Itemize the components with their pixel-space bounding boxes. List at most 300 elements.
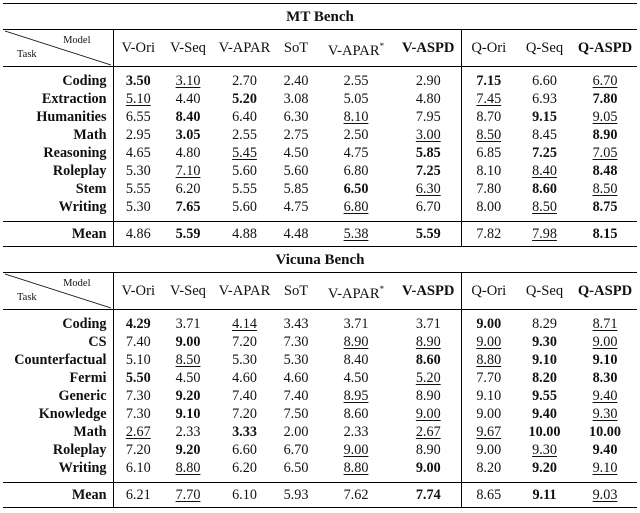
- score-cell: [316, 108, 396, 126]
- score-value: 9.10: [175, 406, 201, 422]
- score-cell: [316, 423, 396, 441]
- score-cell: [213, 72, 276, 90]
- score-cell: [113, 126, 163, 144]
- score-cell: [396, 315, 461, 333]
- score-cell: [396, 369, 461, 387]
- score-cell: [573, 222, 637, 247]
- score-value: 8.10: [343, 109, 369, 125]
- score-cell: [516, 369, 573, 387]
- score-cell: [461, 180, 516, 198]
- score-cell: [276, 315, 316, 333]
- score-value: 10.00: [528, 424, 561, 440]
- score-value: 3.43: [283, 316, 309, 332]
- score-value: 2.40: [283, 73, 309, 89]
- score-value: 8.90: [415, 388, 441, 404]
- score-value: 5.59: [175, 226, 201, 242]
- score-cell: [396, 483, 461, 508]
- score-cell: [396, 405, 461, 423]
- score-cell: [316, 459, 396, 477]
- score-value: 8.90: [343, 334, 369, 350]
- task-name: Humanities: [3, 108, 113, 126]
- score-cell: [573, 423, 637, 441]
- col-header: V-APAR*: [316, 30, 396, 67]
- score-value: 6.20: [232, 460, 257, 476]
- score-value: 7.95: [415, 109, 441, 125]
- score-cell: [276, 441, 316, 459]
- col-header: Q-ASPD: [573, 273, 637, 310]
- score-cell: [396, 144, 461, 162]
- col-header: SoT: [276, 30, 316, 67]
- score-value: 8.70: [476, 109, 502, 125]
- score-value: 4.40: [175, 91, 201, 107]
- score-value: 7.80: [592, 91, 618, 107]
- score-value: 7.40: [283, 388, 309, 404]
- score-value: 5.93: [283, 487, 309, 503]
- score-cell: [461, 126, 516, 144]
- score-cell: [163, 126, 213, 144]
- score-value: 7.74: [415, 487, 441, 503]
- score-cell: [316, 369, 396, 387]
- score-cell: [316, 126, 396, 144]
- score-cell: [573, 108, 637, 126]
- task-label: Task: [17, 292, 37, 303]
- score-value: 5.30: [125, 199, 151, 215]
- score-cell: [516, 387, 573, 405]
- task-name: Roleplay: [3, 441, 113, 459]
- score-value: 5.10: [125, 91, 151, 107]
- score-cell: [516, 144, 573, 162]
- score-value: 9.00: [415, 460, 441, 476]
- score-value: 5.20: [232, 91, 257, 107]
- score-cell: [113, 441, 163, 459]
- score-cell: [316, 90, 396, 108]
- score-cell: [461, 405, 516, 423]
- score-cell: [113, 315, 163, 333]
- score-cell: [213, 315, 276, 333]
- score-value: 2.75: [283, 127, 309, 143]
- task-name: Counterfactual: [3, 351, 113, 369]
- header-row: [3, 30, 637, 67]
- score-value: 2.55: [232, 127, 257, 143]
- score-cell: [113, 180, 163, 198]
- score-value: 8.80: [175, 460, 201, 476]
- table-row: [3, 423, 637, 441]
- score-value: 8.20: [532, 370, 557, 386]
- score-cell: [396, 222, 461, 247]
- score-cell: [213, 483, 276, 508]
- table-row: [3, 441, 637, 459]
- score-value: 8.50: [532, 199, 557, 215]
- table-row: [3, 126, 637, 144]
- score-value: 2.70: [232, 73, 257, 89]
- score-value: 3.00: [415, 127, 441, 143]
- score-cell: [113, 144, 163, 162]
- score-cell: [213, 198, 276, 216]
- score-cell: [461, 369, 516, 387]
- score-value: 3.71: [175, 316, 201, 332]
- score-cell: [276, 180, 316, 198]
- mean-row: [3, 483, 637, 508]
- score-value: 9.10: [592, 460, 618, 476]
- score-value: 7.80: [476, 181, 502, 197]
- col-header: V-ASPD: [396, 273, 461, 310]
- col-header: V-Seq: [163, 273, 213, 310]
- score-value: 5.30: [283, 352, 309, 368]
- score-cell: [316, 333, 396, 351]
- score-value: 7.05: [592, 145, 618, 161]
- score-cell: [113, 108, 163, 126]
- score-cell: [113, 423, 163, 441]
- task-name: Extraction: [3, 90, 113, 108]
- score-cell: [163, 90, 213, 108]
- score-cell: [276, 90, 316, 108]
- col-header: V-Ori: [113, 273, 163, 310]
- score-cell: [113, 222, 163, 247]
- score-value: 5.30: [125, 163, 151, 179]
- score-cell: [213, 351, 276, 369]
- score-value: 9.00: [476, 334, 502, 350]
- score-value: 6.21: [125, 487, 151, 503]
- score-value: 9.00: [343, 442, 369, 458]
- col-header: Q-ASPD: [573, 30, 637, 67]
- col-header: SoT: [276, 273, 316, 310]
- table-row: [3, 333, 637, 351]
- score-cell: [163, 222, 213, 247]
- score-value: 5.60: [283, 163, 309, 179]
- score-value: 7.70: [476, 370, 502, 386]
- score-value: 8.30: [592, 370, 618, 386]
- score-value: 9.00: [592, 334, 618, 350]
- score-cell: [213, 162, 276, 180]
- score-value: 3.50: [125, 73, 151, 89]
- table-row: [3, 405, 637, 423]
- task-name: Math: [3, 126, 113, 144]
- score-value: 5.10: [125, 352, 151, 368]
- table-row: [3, 387, 637, 405]
- model-label: Model: [63, 278, 91, 289]
- col-header: V-Ori: [113, 30, 163, 67]
- score-value: 9.03: [592, 487, 618, 503]
- score-cell: [113, 351, 163, 369]
- score-value: 8.60: [343, 406, 369, 422]
- score-cell: [396, 180, 461, 198]
- score-cell: [573, 405, 637, 423]
- score-value: 8.80: [343, 460, 369, 476]
- score-value: 4.48: [283, 226, 309, 242]
- score-cell: [213, 108, 276, 126]
- score-cell: [163, 483, 213, 508]
- score-value: 8.45: [532, 127, 557, 143]
- score-cell: [516, 441, 573, 459]
- score-cell: [213, 387, 276, 405]
- score-cell: [396, 126, 461, 144]
- score-cell: [461, 315, 516, 333]
- score-cell: [316, 144, 396, 162]
- score-value: 7.40: [232, 388, 257, 404]
- score-value: 3.05: [175, 127, 201, 143]
- score-cell: [516, 108, 573, 126]
- task-name: Coding: [3, 315, 113, 333]
- score-cell: [113, 72, 163, 90]
- score-value: 2.67: [415, 424, 441, 440]
- score-value: 6.70: [592, 73, 618, 89]
- col-header: Q-Ori: [461, 30, 516, 67]
- score-cell: [461, 198, 516, 216]
- score-cell: [573, 315, 637, 333]
- score-cell: [276, 423, 316, 441]
- score-value: 2.67: [125, 424, 151, 440]
- score-value: 4.50: [175, 370, 201, 386]
- task-name: Mean: [3, 222, 113, 247]
- score-value: 4.50: [283, 145, 309, 161]
- mt-bench-section: [3, 4, 637, 73]
- score-cell: [461, 90, 516, 108]
- score-value: 9.20: [175, 442, 201, 458]
- table-row: [3, 108, 637, 126]
- score-value: 7.82: [476, 226, 502, 242]
- score-cell: [573, 180, 637, 198]
- score-cell: [461, 483, 516, 508]
- score-cell: [573, 459, 637, 477]
- score-value: 8.75: [592, 199, 618, 215]
- score-cell: [163, 405, 213, 423]
- score-value: 6.50: [283, 460, 309, 476]
- score-value: 8.50: [476, 127, 502, 143]
- score-cell: [573, 369, 637, 387]
- score-cell: [276, 369, 316, 387]
- score-cell: [316, 405, 396, 423]
- score-value: 7.20: [232, 406, 257, 422]
- score-value: 9.30: [532, 442, 557, 458]
- score-value: 8.80: [476, 352, 502, 368]
- score-cell: [573, 441, 637, 459]
- score-cell: [573, 333, 637, 351]
- score-cell: [516, 333, 573, 351]
- score-value: 5.85: [415, 145, 441, 161]
- score-value: 2.55: [343, 73, 369, 89]
- task-name: Reasoning: [3, 144, 113, 162]
- score-cell: [163, 144, 213, 162]
- score-value: 7.30: [125, 388, 151, 404]
- score-cell: [316, 180, 396, 198]
- score-value: 4.80: [415, 91, 441, 107]
- score-cell: [573, 72, 637, 90]
- score-value: 6.70: [283, 442, 309, 458]
- results-table-container: [3, 3, 637, 508]
- task-name: Roleplay: [3, 162, 113, 180]
- score-value: 4.80: [175, 145, 201, 161]
- score-value: 6.60: [232, 442, 257, 458]
- score-value: 8.10: [476, 163, 502, 179]
- score-cell: [573, 483, 637, 508]
- score-cell: [573, 90, 637, 108]
- score-value: 8.48: [592, 163, 618, 179]
- table-row: [3, 144, 637, 162]
- score-value: 9.00: [415, 406, 441, 422]
- score-value: 7.20: [125, 442, 151, 458]
- score-cell: [573, 144, 637, 162]
- score-cell: [396, 387, 461, 405]
- score-value: 6.50: [343, 181, 369, 197]
- task-name: Generic: [3, 387, 113, 405]
- score-value: 8.15: [592, 226, 618, 242]
- score-value: 7.65: [175, 199, 201, 215]
- score-value: 7.70: [175, 487, 201, 503]
- score-value: 2.33: [343, 424, 369, 440]
- score-cell: [461, 387, 516, 405]
- task-name: Writing: [3, 459, 113, 477]
- score-cell: [573, 351, 637, 369]
- score-value: 7.15: [476, 73, 502, 89]
- score-cell: [516, 315, 573, 333]
- score-cell: [516, 483, 573, 508]
- score-cell: [163, 351, 213, 369]
- task-name: Math: [3, 423, 113, 441]
- task-name: Coding: [3, 72, 113, 90]
- score-value: 6.93: [532, 91, 557, 107]
- score-cell: [276, 144, 316, 162]
- score-cell: [516, 351, 573, 369]
- task-label: Task: [17, 49, 37, 60]
- score-value: 6.10: [125, 460, 151, 476]
- score-value: 6.30: [415, 181, 441, 197]
- score-value: 3.33: [232, 424, 257, 440]
- diagonal-header-cell: [3, 273, 113, 310]
- score-value: 7.40: [125, 334, 151, 350]
- score-value: 9.11: [532, 487, 557, 503]
- score-cell: [316, 222, 396, 247]
- score-value: 9.40: [592, 388, 618, 404]
- score-cell: [276, 222, 316, 247]
- score-cell: [163, 72, 213, 90]
- col-header: V-APAR*: [316, 273, 396, 310]
- score-value: 6.80: [343, 163, 369, 179]
- mean-row: [3, 222, 637, 247]
- score-cell: [396, 162, 461, 180]
- score-cell: [213, 441, 276, 459]
- score-value: 5.30: [232, 352, 257, 368]
- score-value: 9.20: [532, 460, 557, 476]
- score-value: 8.71: [592, 316, 618, 332]
- task-name: Stem: [3, 180, 113, 198]
- score-cell: [516, 198, 573, 216]
- score-value: 9.10: [532, 352, 557, 368]
- score-cell: [276, 459, 316, 477]
- score-value: 4.60: [232, 370, 257, 386]
- score-cell: [573, 162, 637, 180]
- score-value: 6.85: [476, 145, 502, 161]
- score-value: 5.60: [232, 199, 257, 215]
- score-cell: [516, 459, 573, 477]
- table-row: [3, 72, 637, 90]
- score-value: 7.25: [532, 145, 557, 161]
- score-value: 5.45: [232, 145, 257, 161]
- score-cell: [516, 180, 573, 198]
- score-cell: [573, 126, 637, 144]
- score-cell: [276, 387, 316, 405]
- score-cell: [396, 90, 461, 108]
- diagonal-header-cell: [3, 30, 113, 67]
- score-value: 4.75: [283, 199, 309, 215]
- score-cell: [461, 351, 516, 369]
- score-cell: [213, 333, 276, 351]
- score-value: 6.60: [532, 73, 557, 89]
- score-value: 8.95: [343, 388, 369, 404]
- score-cell: [113, 333, 163, 351]
- score-cell: [113, 369, 163, 387]
- section-title: MT Bench: [3, 4, 637, 30]
- score-value: 5.50: [125, 370, 151, 386]
- score-cell: [276, 162, 316, 180]
- score-cell: [461, 72, 516, 90]
- score-cell: [213, 369, 276, 387]
- score-value: 7.20: [232, 334, 257, 350]
- vicuna-bench-rows: [3, 315, 637, 508]
- score-cell: [316, 351, 396, 369]
- score-cell: [213, 222, 276, 247]
- score-cell: [316, 72, 396, 90]
- score-cell: [396, 423, 461, 441]
- score-value: 4.29: [125, 316, 151, 332]
- model-label: Model: [63, 35, 91, 46]
- score-value: 2.33: [175, 424, 201, 440]
- score-value: 4.86: [125, 226, 151, 242]
- score-value: 5.60: [232, 163, 257, 179]
- score-value: 8.40: [175, 109, 201, 125]
- score-value: 7.25: [415, 163, 441, 179]
- score-cell: [516, 90, 573, 108]
- score-value: 9.30: [532, 334, 557, 350]
- score-value: 8.60: [415, 352, 441, 368]
- score-value: 8.29: [532, 316, 557, 332]
- score-value: 5.55: [125, 181, 151, 197]
- score-cell: [213, 405, 276, 423]
- score-value: 9.10: [476, 388, 502, 404]
- col-header: V-APAR: [213, 273, 276, 310]
- score-value: 9.67: [476, 424, 502, 440]
- score-value: 4.14: [232, 316, 257, 332]
- score-cell: [113, 387, 163, 405]
- score-cell: [516, 222, 573, 247]
- score-cell: [113, 162, 163, 180]
- score-value: 8.20: [476, 460, 502, 476]
- score-value: 6.20: [175, 181, 201, 197]
- table-row: [3, 198, 637, 216]
- table-row: [3, 315, 637, 333]
- score-value: 7.62: [343, 487, 369, 503]
- score-value: 4.88: [232, 226, 257, 242]
- mt-bench-rows: [3, 72, 637, 247]
- score-cell: [396, 459, 461, 477]
- score-cell: [396, 108, 461, 126]
- score-value: 7.50: [283, 406, 309, 422]
- score-cell: [316, 162, 396, 180]
- score-value: 9.00: [476, 316, 502, 332]
- score-cell: [461, 423, 516, 441]
- score-value: 8.00: [476, 199, 502, 215]
- score-value: 7.10: [175, 163, 201, 179]
- score-value: 6.30: [283, 109, 309, 125]
- score-value: 4.60: [283, 370, 309, 386]
- score-cell: [163, 333, 213, 351]
- score-value: 8.65: [476, 487, 502, 503]
- score-cell: [316, 441, 396, 459]
- score-value: 8.60: [532, 181, 557, 197]
- score-value: 8.90: [415, 334, 441, 350]
- score-value: 4.50: [343, 370, 369, 386]
- score-cell: [163, 198, 213, 216]
- score-cell: [163, 180, 213, 198]
